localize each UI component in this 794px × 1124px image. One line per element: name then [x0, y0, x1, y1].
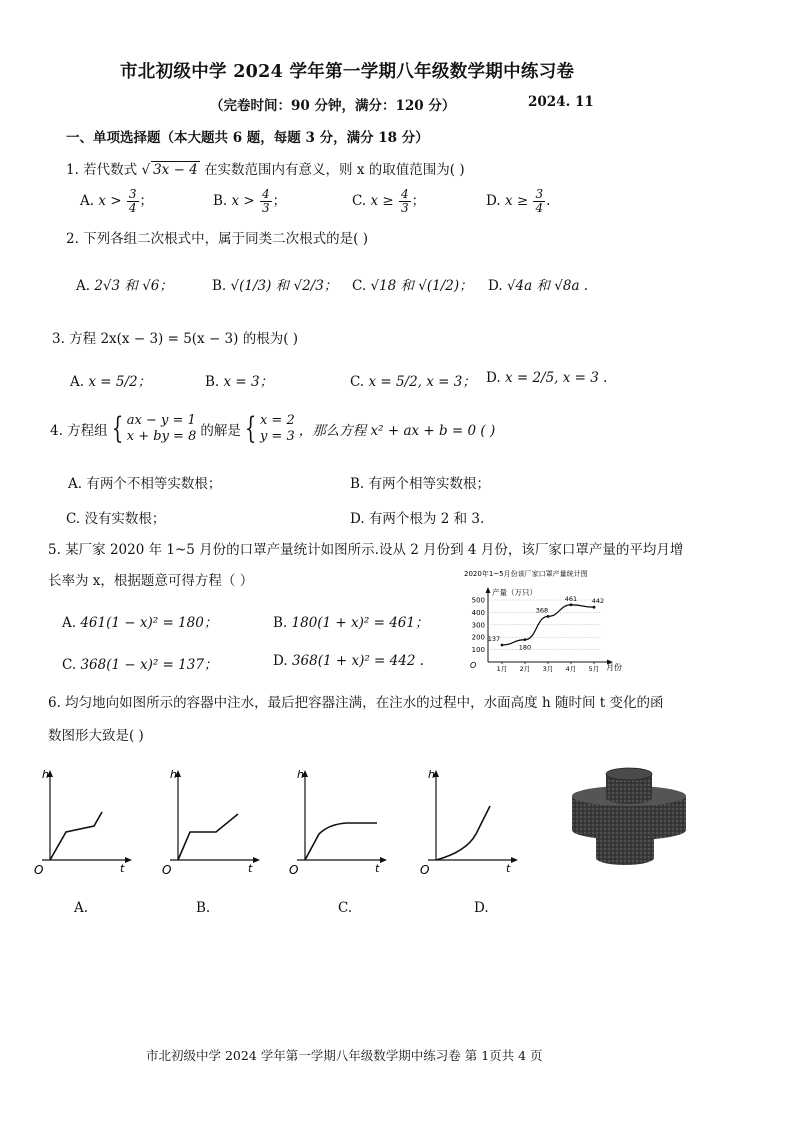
t-axis-arrow-icon	[511, 857, 518, 863]
chart-point	[593, 606, 596, 609]
y-axis-arrow-icon	[486, 587, 491, 593]
graph-c-curve	[305, 823, 377, 860]
chart-y-tick-label: 300	[471, 621, 485, 630]
q4-prefix: 4. 方程组	[50, 423, 108, 439]
chart-data-label: 461	[564, 594, 578, 603]
chart-x-tick-label: 1月	[496, 665, 508, 673]
option-label: C.	[352, 278, 367, 294]
q6-option-c-label: C.	[338, 900, 353, 916]
chart-x-tick-label: 5月	[588, 665, 600, 673]
q4-solution-x: x = 2	[259, 413, 295, 428]
question-4-stem	[50, 413, 495, 445]
option-text: x = 5/2；	[88, 374, 152, 390]
question-6-stem-line-2: 数图形大致是( )	[48, 728, 144, 744]
chart-title: 2020年1~5月份该厂家口罩产量统计图	[464, 570, 588, 578]
option-text: 2√3 和 √6；	[94, 278, 173, 294]
q4-option-a	[68, 472, 221, 492]
option-text: x = 2/5, x = 3 .	[504, 370, 608, 386]
option-text: 没有实数根；	[84, 511, 166, 527]
option-lhs: x ≥	[370, 193, 394, 209]
t-label: t	[506, 862, 511, 875]
t-label: t	[120, 862, 125, 875]
q4-option-b	[350, 472, 490, 492]
option-label: A.	[76, 278, 91, 294]
option-lhs: x ≥	[504, 193, 529, 209]
option-fraction	[399, 188, 411, 215]
numerator: 4	[262, 187, 270, 201]
q4-option-d	[350, 507, 484, 527]
q3-option-c	[350, 370, 476, 390]
q4-equation-2: x + by = 8	[126, 429, 197, 444]
question-3-stem: 3. 方程 2x(x − 3) = 5(x − 3) 的根为( )	[52, 331, 299, 347]
chart-x-tick-label: 3月	[542, 665, 554, 673]
q1-radical	[141, 162, 199, 178]
option-lhs: x >	[231, 193, 255, 209]
t-axis-arrow-icon	[125, 857, 132, 863]
h-label: h	[297, 768, 304, 781]
option-tail: ；	[139, 193, 153, 209]
exam-info: （完卷时间：90 分钟，满分：120 分）	[210, 98, 456, 114]
question-1-stem	[66, 158, 465, 178]
chart-data-labels	[488, 595, 604, 652]
q6-graph-d	[418, 762, 528, 880]
q1-option-c	[352, 188, 425, 215]
option-label: C.	[66, 511, 81, 527]
option-text: 461(1 − x)² = 180；	[80, 615, 218, 631]
q6-option-b-label: B.	[196, 900, 211, 916]
numerator: 4	[400, 187, 409, 201]
option-label: D.	[273, 653, 288, 669]
top-cylinder-opening	[606, 768, 652, 780]
option-tail: ；	[411, 193, 426, 209]
chart-data-label: 368	[535, 606, 549, 615]
q1-radicand: 3x − 4	[153, 162, 198, 178]
left-brace-icon: {	[244, 411, 257, 446]
q4-suffix: ，那么方程 x² + ax + b = 0 ( )	[298, 423, 496, 439]
page-footer: 市北初级中学 2024 学年第一学期八年级数学期中练习卷 第 1页共 4 页	[146, 1048, 543, 1063]
q6-option-a-label: A.	[74, 900, 89, 916]
option-text: 180(1 + x)² = 461；	[291, 615, 429, 631]
exam-date: 2024. 11	[528, 94, 594, 110]
t-axis-arrow-icon	[253, 857, 260, 863]
question-2-stem: 2. 下列各组二次根式中，属于同类二次根式的是( )	[66, 231, 368, 247]
option-text: √18 和 √(1/2)；	[370, 278, 473, 294]
q1-option-b	[213, 188, 286, 215]
chart-y-ticks	[472, 597, 485, 655]
option-label: D.	[486, 370, 501, 386]
q2-option-c	[352, 274, 473, 294]
option-text: 有两个不相等实数根；	[86, 476, 222, 492]
numerator: 3	[128, 187, 137, 201]
q1-stem-suffix: 在实数范围内有意义，则 x 的取值范围为( )	[204, 162, 465, 178]
question-5-stem-line-2: 长率为 x，根据题意可得方程（ ）	[48, 573, 254, 589]
q1-option-a	[80, 188, 153, 215]
chart-data-label: 442	[591, 597, 605, 606]
option-fraction	[127, 188, 139, 215]
t-axis-arrow-icon	[380, 857, 387, 863]
question-5-stem-line-1: 5. 某厂家 2020 年 1~5 月份的口罩产量统计如图所示.设从 2 月份到 4 月份，该厂家口罩产量的平均月增	[48, 542, 684, 558]
option-text: 368(1 − x)² = 137；	[80, 657, 218, 673]
option-label: C.	[352, 193, 367, 209]
q2-option-d	[488, 274, 588, 294]
option-label: A.	[68, 476, 83, 492]
q5-option-d	[273, 653, 424, 669]
q3-option-a	[70, 370, 151, 390]
chart-x-ticks	[497, 662, 600, 673]
option-label: B.	[213, 193, 228, 209]
chart-y-tick-label: 400	[471, 608, 485, 617]
section-heading: 一、单项选择题（本大题共 6 题，每题 3 分，满分 18 分）	[66, 130, 429, 146]
q1-option-d	[486, 188, 550, 215]
graph-b-curve	[178, 814, 238, 860]
graph-d-curve	[436, 806, 490, 860]
option-text: √4a 和 √8a .	[506, 278, 589, 294]
q2-option-b	[212, 274, 337, 294]
q5-option-b	[273, 611, 429, 631]
t-label: t	[375, 862, 380, 875]
origin-label: O	[289, 863, 299, 877]
option-label: A.	[62, 615, 77, 631]
origin-label: O	[34, 863, 44, 877]
option-text: 368(1 + x)² = 442 .	[291, 653, 424, 669]
graph-a-curve	[50, 812, 102, 860]
q4-system	[127, 413, 197, 445]
q2-option-a	[76, 274, 173, 294]
denominator: 3	[262, 201, 270, 215]
bottom-cylinder-base	[596, 851, 654, 865]
q4-mid: 的解是	[200, 423, 241, 439]
origin-label: O	[420, 863, 430, 877]
q6-graph-b	[160, 762, 270, 880]
option-label: A.	[80, 193, 95, 209]
chart-xlabel: 月份	[606, 663, 622, 672]
chart-ylabel: 产量（万只）	[492, 588, 537, 597]
option-label: B.	[350, 476, 365, 492]
chart-data-label: 137	[487, 635, 501, 644]
chart-x-tick-label: 4月	[565, 665, 577, 673]
option-text: 有两个根为 2 和 3.	[368, 511, 485, 527]
q6-graph-c	[285, 762, 395, 880]
option-label: C.	[350, 374, 365, 390]
option-lhs: x >	[98, 193, 122, 209]
option-label: B.	[212, 278, 227, 294]
chart-y-tick-label: 500	[471, 596, 485, 605]
page-title: 市北初级中学 2024 学年第一学期八年级数学期中练习卷	[120, 62, 575, 82]
q5-option-a	[62, 611, 217, 631]
q3-option-d	[486, 370, 607, 386]
chart-point	[570, 603, 573, 606]
origin-label: O	[162, 863, 172, 877]
option-fraction	[260, 188, 272, 215]
chart-x-tick-label: 2月	[519, 665, 531, 673]
option-label: C.	[62, 657, 77, 673]
denominator: 4	[535, 201, 544, 215]
chart-y-tick-label: 200	[471, 633, 485, 642]
q1-stem-prefix: 1. 若代数式	[66, 162, 138, 178]
option-text: 有两个相等实数根；	[368, 476, 491, 492]
option-text: √(1/3) 和 √2/3；	[230, 278, 338, 294]
option-label: D.	[486, 193, 501, 209]
h-label: h	[170, 768, 177, 781]
left-brace-icon: {	[111, 411, 123, 446]
h-label: h	[42, 768, 49, 781]
h-label: h	[428, 768, 435, 781]
option-label: A.	[70, 374, 85, 390]
chart-data-label: 180	[518, 643, 532, 652]
chart-point	[524, 638, 527, 641]
option-fraction	[533, 188, 545, 215]
chart-point	[501, 644, 504, 647]
q4-equation-1: ax − y = 1	[126, 413, 196, 428]
q4-solution-y: y = 3	[259, 429, 295, 444]
q4-solution	[260, 413, 295, 445]
q6-graph-a	[30, 762, 140, 880]
option-text: x = 3；	[223, 374, 274, 390]
option-label: D.	[350, 511, 365, 527]
middle-cylinder-base	[572, 820, 686, 840]
chart-y-tick-label: 100	[471, 646, 485, 655]
denominator: 4	[128, 201, 137, 215]
option-label: B.	[273, 615, 288, 631]
q3-option-b	[205, 370, 273, 390]
q5-option-c	[62, 653, 217, 673]
option-tail: .	[546, 193, 551, 209]
t-label: t	[248, 862, 253, 875]
chart-point	[547, 615, 550, 618]
numerator: 3	[535, 187, 544, 201]
chart-origin: O	[470, 661, 477, 670]
option-label: B.	[205, 374, 220, 390]
option-tail: ；	[272, 193, 287, 209]
q4-option-c	[66, 507, 165, 527]
top-cylinder-base	[606, 792, 652, 804]
option-label: D.	[488, 278, 503, 294]
option-text: x = 5/2, x = 3；	[368, 374, 476, 390]
q5-production-chart	[462, 566, 642, 676]
question-6-stem-line-1: 6. 均匀地向如图所示的容器中注水，最后把容器注满，在注水的过程中，水面高度 h 随时间 t 变化的函	[48, 695, 664, 711]
container-figure	[564, 760, 694, 870]
denominator: 3	[400, 201, 409, 215]
q6-option-d-label: D.	[474, 900, 489, 916]
